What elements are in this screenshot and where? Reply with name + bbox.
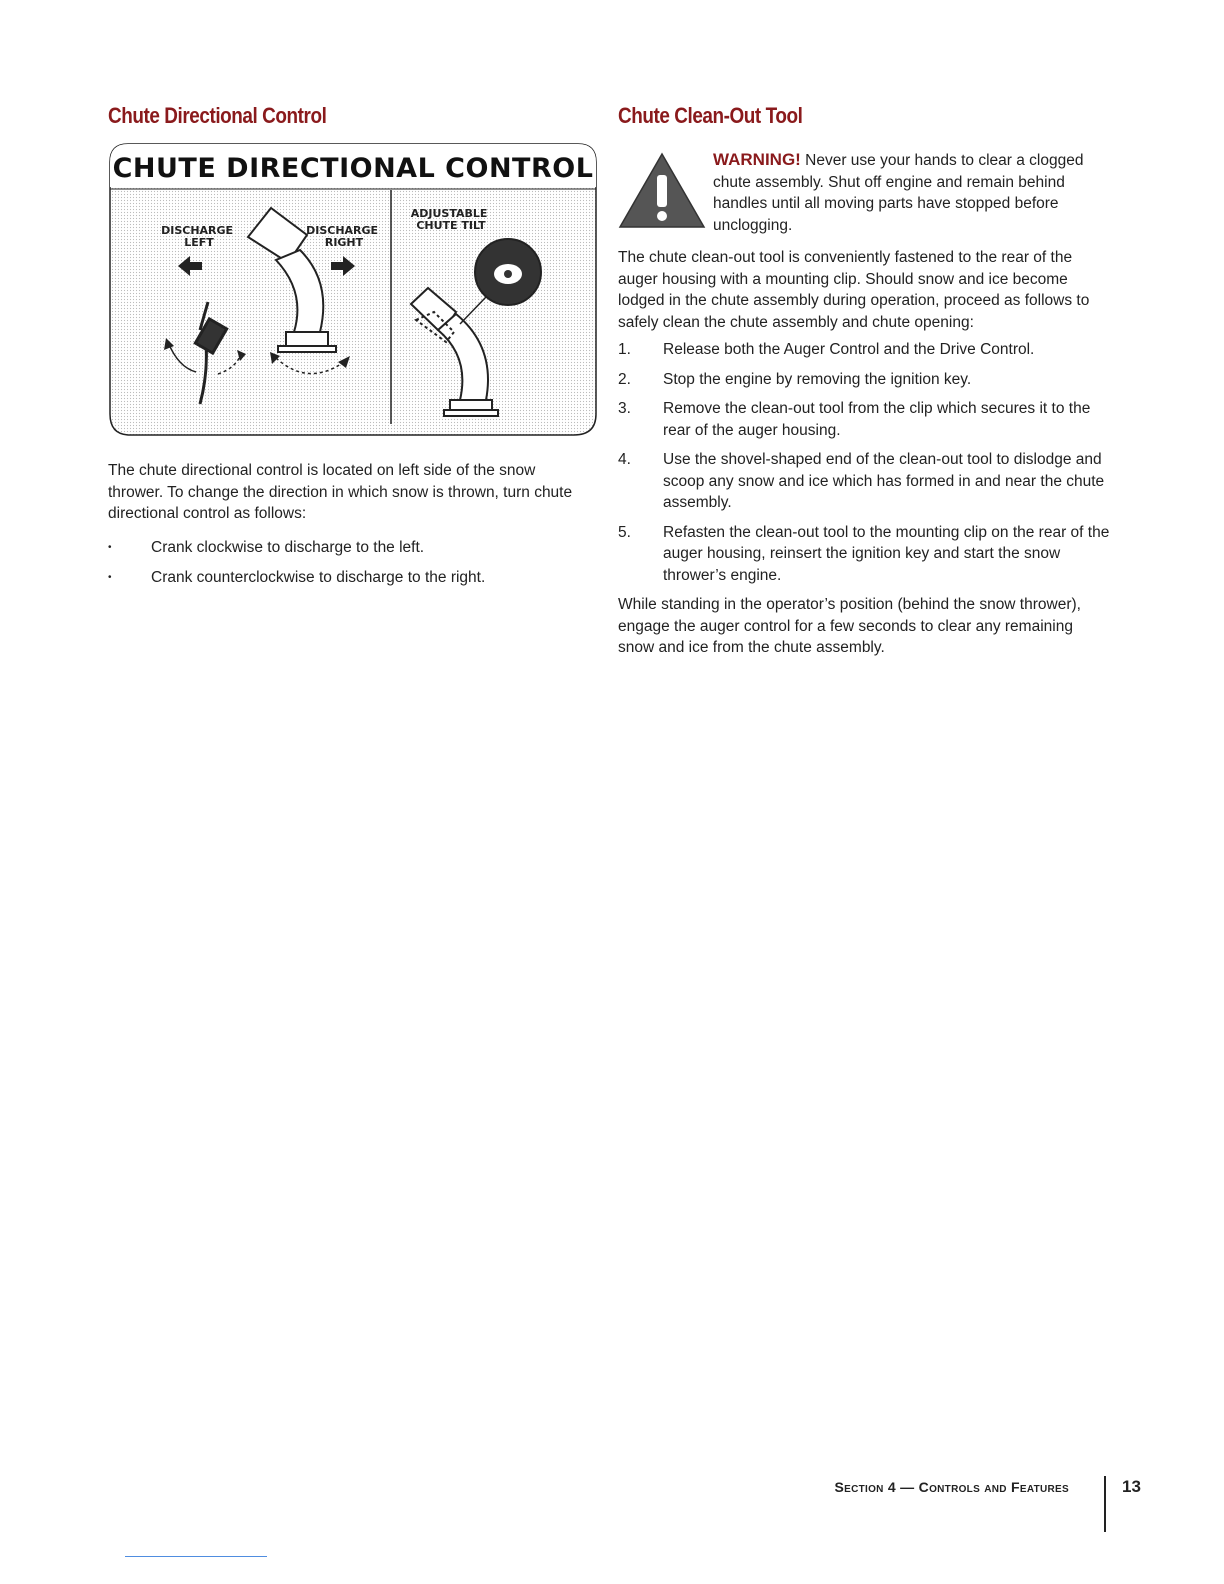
list-item: 5. Refasten the clean-out tool to the mounting clip on the rear of the auger housing, reinsert the ignition key and start the snow thrower’s engine.: [618, 523, 1110, 584]
chute-directional-intro: The chute directional control is located on left side of the snow thrower. To change the direction in which snow is thrown, turn chute directional control as follows:: [108, 462, 573, 522]
footer-section-title: Section 4 — Controls and Features: [834, 1479, 1069, 1495]
list-item: • Crank counterclockwise to discharge to the right.: [108, 567, 588, 589]
warning-block: [618, 149, 1110, 249]
discharge-left-label: DISCHARGE LEFT: [161, 224, 234, 249]
clean-out-steps: [618, 339, 1110, 586]
crank-bullet-list: [108, 537, 588, 596]
left-column: [108, 103, 600, 586]
section-heading-chute-directional: Chute Directional Control: [108, 103, 327, 128]
scan-artifact-line: [125, 1556, 267, 1557]
section-heading-clean-out-tool: Chute Clean-Out Tool: [618, 103, 803, 128]
list-item: • Crank clockwise to discharge to the left.: [108, 537, 588, 559]
list-item: 2. Stop the engine by removing the ignition key.: [618, 370, 972, 388]
clean-out-intro: The chute clean-out tool is conveniently fastened to the rear of the auger housing with a mounting clip. Should snow and ice become lodged in the chute assembly during operation, proceed as follows to safely clean the chute assembly and chute opening:: [618, 249, 1090, 331]
clean-out-closing: While standing in the operator’s position (behind the snow thrower), engage the auger control for a few seconds to clear any remaining snow and ice from the chute assembly.: [618, 596, 1081, 656]
chute-directional-decal: [108, 142, 598, 438]
right-column: [618, 103, 1110, 659]
list-item: 4. Use the shovel-shaped end of the clean-out tool to dislodge and scoop any snow and ice which has formed in and near the chute assembly.: [618, 451, 1105, 511]
list-item: 1. Release both the Auger Control and the Drive Control.: [618, 341, 1035, 358]
list-item: 3. Remove the clean-out tool from the clip which secures it to the rear of the auger housing.: [618, 400, 1091, 439]
warning-text: WARNING! Never use your hands to clear a clogged chute assembly. Shut off engine and remain behind handles until all moving parts have stopped before unclogging.: [713, 150, 1084, 234]
warning-label: WARNING!: [713, 150, 801, 169]
discharge-right-label: DISCHARGE RIGHT: [306, 224, 379, 249]
warning-triangle-icon: [618, 151, 706, 229]
decal-title: CHUTE DIRECTIONAL CONTROL: [112, 153, 594, 184]
page-number: 13: [1122, 1477, 1141, 1496]
adjustable-tilt-label: ADJUSTABLE CHUTE TILT: [410, 207, 488, 232]
footer-divider: [1104, 1476, 1106, 1532]
